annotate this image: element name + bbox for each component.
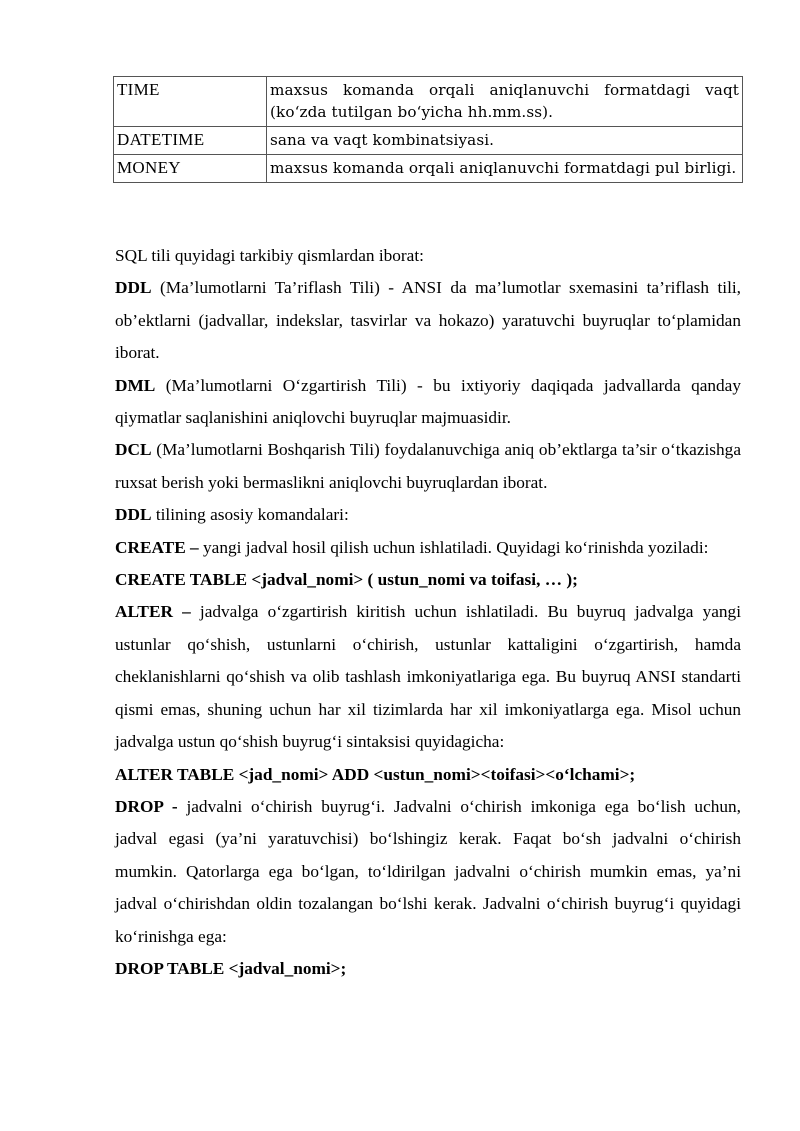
- alter-text: jadvalga o‘zgartirish kiritish uchun ishlatiladi. Bu buyruq jadvalga yangi ustunlar qo‘shish, ustunlarni o‘chirish, ustunlar kattaligini o‘zgartirish, hamda cheklanishlarni qo‘shish va olib tashlash imkoniyatlariga ega. Bu buyruq ANSI standarti qismi emas, shuning uchun har xil tizimlarda har xil imkoniyatlarga ega. Misol uchun jadvalga ustun qo‘shish buyrug‘i sintaksisi quyidagicha:: [115, 602, 741, 752]
- create-text: yangi jadval hosil qilish uchun ishlatiladi. Quyidagi ko‘rinishda yoziladi:: [198, 537, 709, 557]
- dcl-text: (Ma’lumotlarni Boshqarish Tili) foydalanuvchiga aniq ob’ektlarga ta’sir o‘tkazishga ruxsat berish yoki bermaslikni aniqlovchi buyruqlardan iborat.: [115, 440, 741, 492]
- ddl-text: (Ma’lumotlarni Ta’riflash Tili) - ANSI da ma’lumotlar sxemasini ta’riflash tili, ob’ektlarni (jadvallar, indekslar, tasvirlar va hokazo) yaratuvchi buyruqlar to‘plamidan iborat.: [115, 278, 741, 363]
- data-types-table: [113, 76, 743, 183]
- type-name: TIME: [114, 77, 267, 127]
- dml-term: DML: [115, 375, 156, 395]
- intro-paragraph: SQL tili quyidagi tarkibiy qismlardan iborat:: [115, 246, 424, 265]
- dml-paragraph: [115, 370, 741, 435]
- drop-syntax: DROP TABLE <jadval_nomi>;: [115, 958, 347, 978]
- ddl-commands-heading: [115, 499, 741, 531]
- drop-paragraph: [115, 791, 741, 953]
- table-row: [114, 155, 743, 183]
- body-text: [115, 240, 741, 985]
- ddl-paragraph: [115, 272, 741, 369]
- dml-text: (Ma’lumotlarni O‘zgartirish Tili) - bu ixtiyoriy daqiqada jadvallarda qanday qiymatlar saqlanishini aniqlovchi buyruqlar majmuasidir.: [115, 375, 741, 428]
- create-paragraph: [115, 532, 741, 564]
- type-name: DATETIME: [114, 127, 267, 155]
- type-name: MONEY: [114, 155, 267, 183]
- type-description: sana va vaqt kombinatsiyasi.: [267, 127, 743, 155]
- type-description: maxsus komanda orqali aniqlanuvchi formatdagi vaqt (ko‘zda tutilgan bo‘yicha hh.mm.ss).: [267, 77, 743, 127]
- dcl-paragraph: [115, 434, 741, 499]
- dcl-term: DCL: [115, 440, 152, 460]
- ddl-commands-text: tilining asosiy komandalari:: [151, 505, 349, 525]
- alter-term: ALTER –: [115, 602, 191, 622]
- ddl-commands-term: DDL: [115, 505, 152, 525]
- alter-syntax: ALTER TABLE <jad_nomi> ADD <ustun_nomi><toifasi><o‘lchami>;: [115, 764, 636, 784]
- table-row: [114, 127, 743, 155]
- type-description: maxsus komanda orqali aniqlanuvchi formatdagi pul birligi.: [267, 155, 743, 183]
- table-row: [114, 77, 743, 127]
- drop-term: DROP -: [115, 796, 178, 816]
- create-syntax: CREATE TABLE <jadval_nomi> ( ustun_nomi va toifasi, … );: [115, 570, 578, 590]
- alter-paragraph: [115, 596, 741, 758]
- drop-text: jadvalni o‘chirish buyrug‘i. Jadvalni o‘chirish imkoniga ega bo‘lish uchun, jadval egasi (ya’ni yaratuvchisi) bo‘lshingiz kerak. Faqat bo‘sh jadvalni o‘chirish mumkin. Qatorlarga ega bo‘lgan, to‘ldirilgan jadvalni o‘chirish mumkin emas, ya’ni jadval o‘chirishdan oldin tozalangan bo‘lshi kerak. Jadvalni o‘chirish buyrug‘i quyidagi ko‘rinishga ega:: [115, 796, 741, 946]
- create-term: CREATE –: [115, 537, 199, 557]
- ddl-term: DDL: [115, 278, 152, 298]
